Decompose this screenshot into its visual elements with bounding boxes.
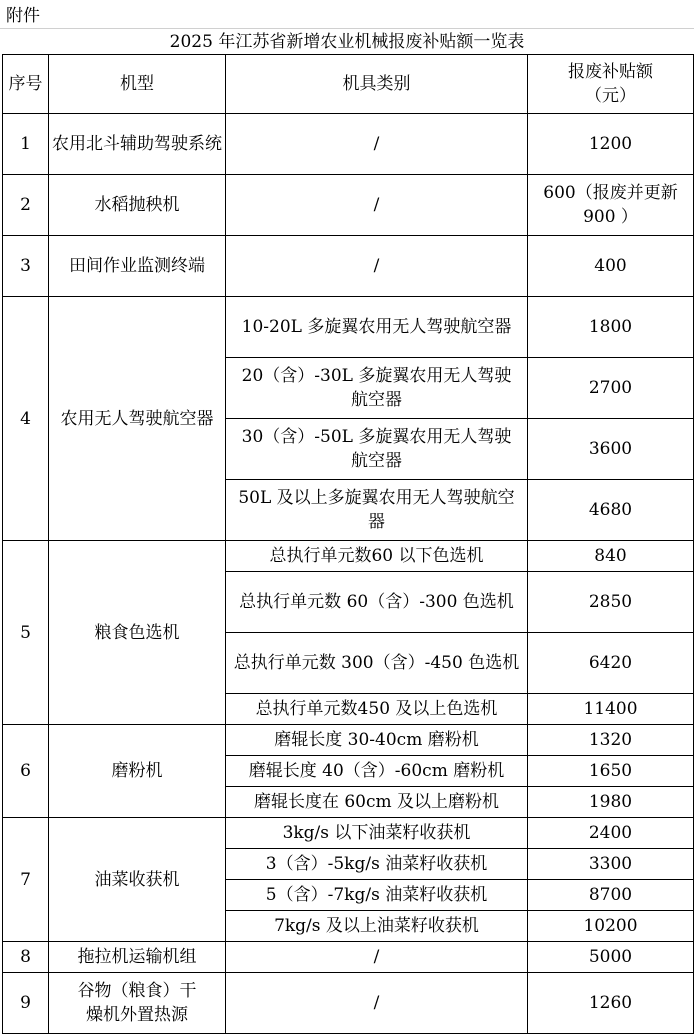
amount-cell: 1980: [528, 787, 694, 818]
table-row: [3, 175, 694, 236]
category-cell: /: [226, 114, 528, 175]
amount-cell: 2400: [528, 818, 694, 849]
header-category: 机具类别: [226, 55, 528, 114]
amount-cell: 600（报废并更新 900 ）: [528, 175, 694, 236]
seq-cell: 5: [3, 541, 49, 725]
table-row: [3, 541, 694, 572]
amount-cell: 10200: [528, 911, 694, 942]
category-cell: 3（含）-5kg/s 油菜籽收获机: [226, 849, 528, 880]
amount-cell: 400: [528, 236, 694, 297]
header-row: [3, 55, 694, 114]
amount-cell: 840: [528, 541, 694, 572]
model-cell: 水稻抛秧机: [49, 175, 226, 236]
subsidy-table: [2, 54, 694, 1034]
table-row: [3, 973, 694, 1034]
seq-cell: 7: [3, 818, 49, 942]
seq-cell: 3: [3, 236, 49, 297]
amount-cell: 1200: [528, 114, 694, 175]
category-cell: 30（含）-50L 多旋翼农用无人驾驶航空器: [226, 419, 528, 480]
category-cell: 磨辊长度 40（含）-60cm 磨粉机: [226, 756, 528, 787]
category-cell: /: [226, 973, 528, 1034]
amount-cell: 11400: [528, 694, 694, 725]
seq-cell: 8: [3, 942, 49, 973]
amount-cell: 5000: [528, 942, 694, 973]
table-row: [3, 942, 694, 973]
header-seq: 序号: [3, 55, 49, 114]
category-cell: 磨辊长度 30-40cm 磨粉机: [226, 725, 528, 756]
category-cell: 7kg/s 及以上油菜籽收获机: [226, 911, 528, 942]
amount-cell: 1320: [528, 725, 694, 756]
amount-cell: 3300: [528, 849, 694, 880]
category-cell: 总执行单元数60 以下色选机: [226, 541, 528, 572]
table-row: [3, 297, 694, 358]
category-cell: 10-20L 多旋翼农用无人驾驶航空器: [226, 297, 528, 358]
attachment-label: 附件: [6, 6, 40, 26]
seq-cell: 9: [3, 973, 49, 1034]
category-cell: 总执行单元数 60（含）-300 色选机: [226, 572, 528, 633]
category-cell: 5（含）-7kg/s 油菜籽收获机: [226, 880, 528, 911]
model-cell: 田间作业监测终端: [49, 236, 226, 297]
table-row: [3, 114, 694, 175]
category-cell: 50L 及以上多旋翼农用无人驾驶航空器: [226, 480, 528, 541]
category-cell: /: [226, 236, 528, 297]
table-row: [3, 818, 694, 849]
amount-cell: 8700: [528, 880, 694, 911]
amount-cell: 1260: [528, 973, 694, 1034]
amount-cell: 1800: [528, 297, 694, 358]
model-cell: 拖拉机运输机组: [49, 942, 226, 973]
seq-cell: 6: [3, 725, 49, 818]
amount-cell: 3600: [528, 419, 694, 480]
category-cell: /: [226, 942, 528, 973]
model-cell: 谷物（粮食）干燥机外置热源: [49, 973, 226, 1034]
model-cell: 油菜收获机: [49, 818, 226, 942]
table-row: [3, 725, 694, 756]
header-amount: 报废补贴额（元）: [528, 55, 694, 114]
amount-cell: 6420: [528, 633, 694, 694]
category-cell: 总执行单元数450 及以上色选机: [226, 694, 528, 725]
table-title: 2025 年江苏省新增农业机械报废补贴额一览表: [0, 28, 694, 54]
category-cell: 20（含）-30L 多旋翼农用无人驾驶航空器: [226, 358, 528, 419]
model-cell: 磨粉机: [49, 725, 226, 818]
amount-cell: 2700: [528, 358, 694, 419]
table-row: [3, 236, 694, 297]
seq-cell: 1: [3, 114, 49, 175]
amount-cell: 2850: [528, 572, 694, 633]
category-cell: 磨辊长度在 60cm 及以上磨粉机: [226, 787, 528, 818]
category-cell: 总执行单元数 300（含）-450 色选机: [226, 633, 528, 694]
amount-cell: 1650: [528, 756, 694, 787]
seq-cell: 2: [3, 175, 49, 236]
model-cell: 农用无人驾驶航空器: [49, 297, 226, 541]
model-cell: 粮食色选机: [49, 541, 226, 725]
model-cell: 农用北斗辅助驾驶系统: [49, 114, 226, 175]
seq-cell: 4: [3, 297, 49, 541]
amount-cell: 4680: [528, 480, 694, 541]
category-cell: 3kg/s 以下油菜籽收获机: [226, 818, 528, 849]
header-model: 机型: [49, 55, 226, 114]
category-cell: /: [226, 175, 528, 236]
